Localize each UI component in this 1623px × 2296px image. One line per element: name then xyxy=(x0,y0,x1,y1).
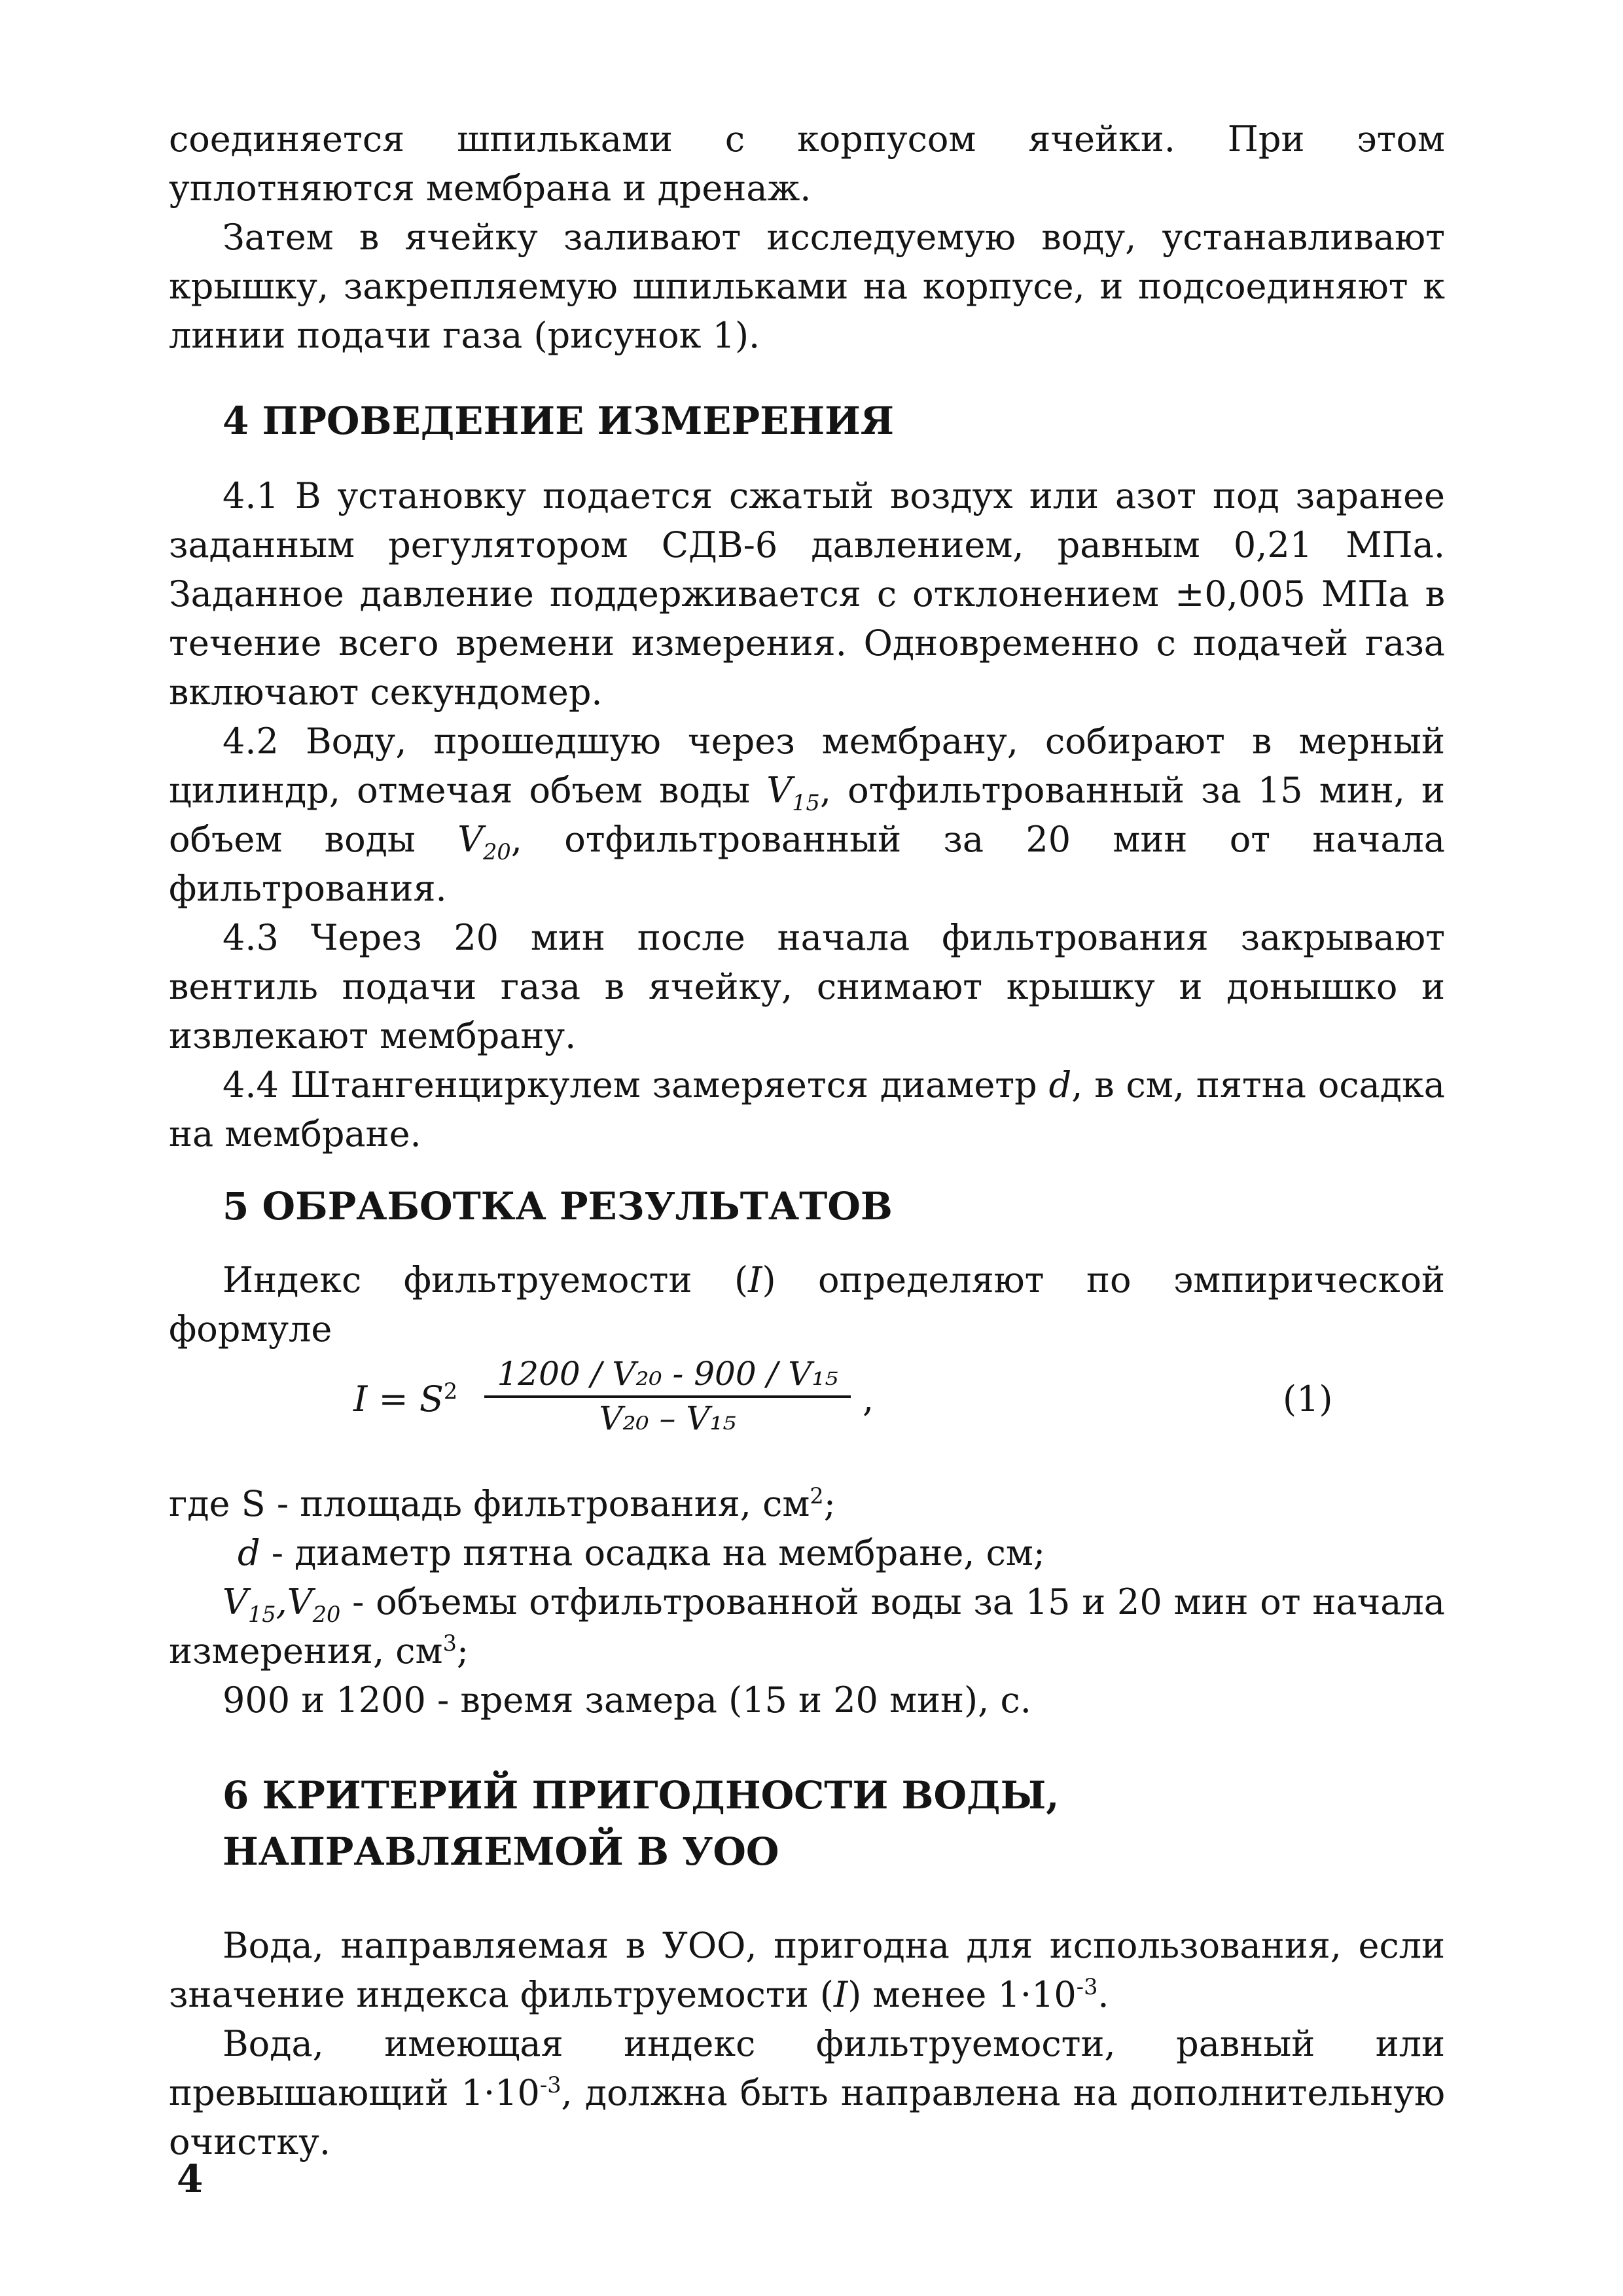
paragraph-4-4: 4.4 Штангенциркулем замеряется диаметр d, в см, пятна осадка на мембране. xyxy=(169,1064,1445,1155)
page-number: 4 xyxy=(177,2157,204,2201)
formula-fraction xyxy=(484,1355,851,1437)
section-6-heading-line-2: НАПРАВЛЯЕМОЙ В УОО xyxy=(223,1829,779,1874)
section-6-heading-line-1: 6 КРИТЕРИЙ ПРИГОДНОСТИ ВОДЫ, xyxy=(223,1773,1060,1818)
var-v20: $V_{20}$ xyxy=(457,819,511,865)
intro-paragraph-1: соединяется шпильками с корпусом ячейки. При этом уплотняются мембрана и дренаж. xyxy=(169,118,1445,209)
var-d: d xyxy=(1048,1064,1072,1105)
formula-numerator: 1200 / V₂₀ - 900 / V₁₅ xyxy=(484,1355,851,1398)
section-5-heading: 5 ОБРАБОТКА РЕЗУЛЬТАТОВ xyxy=(223,1184,893,1229)
intro-paragraph-2: Затем в ячейку заливают исследуемую воду, устанавливают крышку, закрепляемую шпильками на корпусе, и подсоединяют к линии подачи газа (рисунок 1). xyxy=(169,217,1445,356)
legend-s: где S - площадь фильтрования, $см^2$; xyxy=(169,1483,836,1524)
var-v15: $V_{15}$ xyxy=(766,770,820,816)
formula-1 xyxy=(353,1355,1335,1460)
formula-comma: , xyxy=(863,1378,874,1420)
legend-v: $V_{15},V_{20}$ - объемы отфильтрованной воды за 15 и 20 мин от начала измерения, $см^3$; xyxy=(169,1581,1445,1672)
section-6-heading xyxy=(223,1767,1466,1880)
paragraph-6-2: Вода, имеющая индекс фильтруемости, равный или превышающий $1\cdot 10^{-3}$, должна быть направлена на дополнительную очистку. xyxy=(169,2023,1445,2162)
section-6-body xyxy=(169,1921,1445,2166)
formula-lhs: $I = S^2$ xyxy=(353,1378,458,1420)
section-4-body xyxy=(169,471,1445,1158)
formula-number: (1) xyxy=(1283,1378,1333,1420)
paragraph-4-3: 4.3 Через 20 мин после начала фильтрования закрывают вентиль подачи газа в ячейку, снимают крышку и донышко и извлекают мембрану. xyxy=(169,917,1445,1056)
section-4-heading: 4 ПРОВЕДЕНИЕ ИЗМЕРЕНИЯ xyxy=(223,399,895,443)
paragraph-4-2: 4.2 Воду, прошедшую через мембрану, собирают в мерный цилиндр, отмечая объем воды $V_{15}$, отфильтрованный за 15 мин, и объем воды $V_{20}$, отфильтрованный за 20 мин от начала фильтрования. xyxy=(169,721,1446,909)
legend-time: 900 и 1200 - время замера (15 и 20 мин), с. xyxy=(223,1679,1031,1721)
legend-d: d - диаметр пятна осадка на мембране, см; xyxy=(238,1532,1046,1573)
formula-denominator: V₂₀ – V₁₅ xyxy=(599,1399,736,1437)
paragraph-4-1: 4.1 В установку подается сжатый воздух или азот под заранее заданным регулятором СДВ-6 давлением, равным 0,21 МПа. Заданное давление поддерживается с отклонением ±0,005 МПа в течение всего времени измерения. Одновременно с подачей газа включают секундомер. xyxy=(169,475,1445,713)
section-5-intro xyxy=(169,1255,1445,1354)
paragraph-6-1: Вода, направляемая в УОО, пригодна для использования, если значение индекса фильтруемости (I) менее $1\cdot 10^{-3}$. xyxy=(169,1925,1445,2015)
formula-legend xyxy=(169,1479,1445,1725)
formula-intro: Индекс фильтруемости (I) определяют по эмпирической формуле xyxy=(169,1259,1445,1350)
intro-block xyxy=(169,115,1445,360)
